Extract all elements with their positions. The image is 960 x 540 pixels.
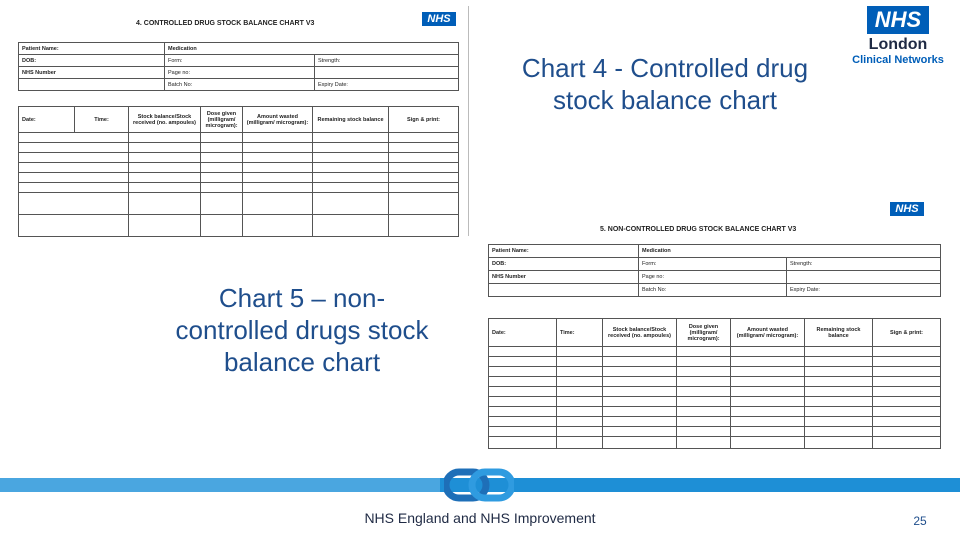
chart4-balance-table xyxy=(18,106,459,237)
form-label: Form: xyxy=(165,55,315,67)
chart5-nhs-badge: NHS xyxy=(890,202,924,216)
table-row xyxy=(489,397,941,407)
table-row xyxy=(489,347,941,357)
footer-org-text: NHS England and NHS Improvement xyxy=(364,510,596,526)
chart4-caption xyxy=(480,52,850,116)
batch-no-label: Batch No: xyxy=(639,284,787,297)
table-row xyxy=(19,133,459,143)
table-row xyxy=(489,417,941,427)
chart4-caption-line2: stock balance chart xyxy=(552,85,777,115)
column-header: Dose given (milligram/ microgram): xyxy=(201,107,243,133)
table-row xyxy=(489,407,941,417)
column-header: Amount wasted (milligram/ microgram): xyxy=(731,319,805,347)
nhs-number-label: NHS Number xyxy=(19,67,165,79)
medication-label: Medication xyxy=(165,43,459,55)
logo-london-text: London xyxy=(868,36,928,53)
patient-name-label: Patient Name: xyxy=(489,245,639,258)
form-label: Form: xyxy=(639,258,787,271)
column-header: Stock balance/Stock received (no. ampoules) xyxy=(129,107,201,133)
chain-link-icon xyxy=(444,468,514,502)
dob-label: DOB: xyxy=(19,55,165,67)
page-no-label: Page no: xyxy=(639,271,787,284)
table-row xyxy=(489,437,941,449)
table-row xyxy=(19,153,459,163)
column-header: Time: xyxy=(75,107,129,133)
table-row xyxy=(19,183,459,193)
column-header: Amount wasted (milligram/ microgram): xyxy=(243,107,313,133)
chart4-caption-line1: Chart 4 - Controlled drug xyxy=(521,53,809,83)
page-number: 25 xyxy=(913,514,927,528)
strength-label: Strength: xyxy=(315,55,459,67)
column-header: Stock balance/Stock received (no. ampoules) xyxy=(603,319,677,347)
column-header: Remaining stock balance xyxy=(313,107,389,133)
column-header: Date: xyxy=(19,107,75,133)
batch-no-label: Batch No: xyxy=(165,79,315,91)
chart5-caption xyxy=(120,282,484,378)
column-header: Date: xyxy=(489,319,557,347)
column-header: Remaining stock balance xyxy=(805,319,873,347)
nhs-london-logo xyxy=(846,6,950,72)
chart5-patient-table xyxy=(488,244,941,297)
table-row xyxy=(19,143,459,153)
chart4-patient-table xyxy=(18,42,459,91)
table-row xyxy=(489,377,941,387)
dob-label: DOB: xyxy=(489,258,639,271)
table-row xyxy=(19,193,459,215)
table-row xyxy=(489,427,941,437)
table-row xyxy=(19,215,459,237)
chart5-caption-line3: balance chart xyxy=(223,347,381,377)
nhs-number-label: NHS Number xyxy=(489,271,639,284)
column-header: Sign & print: xyxy=(389,107,459,133)
logo-networks-text: Clinical Networks xyxy=(852,54,944,66)
table-row xyxy=(19,173,459,183)
medication-label: Medication xyxy=(639,245,941,258)
column-header: Sign & print: xyxy=(873,319,941,347)
column-header: Dose given (milligram/ microgram): xyxy=(677,319,731,347)
chart5-caption-line2: controlled drugs stock xyxy=(175,315,429,345)
chart4-form-image xyxy=(14,6,462,236)
page-no-label: Page no: xyxy=(165,67,315,79)
chart5-balance-table xyxy=(488,318,941,449)
patient-name-label: Patient Name: xyxy=(19,43,165,55)
chart5-form-image xyxy=(484,196,944,454)
chart5-form-title: 5. NON-CONTROLLED DRUG STOCK BALANCE CHART V3 xyxy=(600,226,797,233)
nhs-logo-badge: NHS xyxy=(867,6,929,34)
chart4-form-title: 4. CONTROLLED DRUG STOCK BALANCE CHART V3 xyxy=(136,20,315,27)
chart4-nhs-badge: NHS xyxy=(422,12,456,26)
strength-label: Strength: xyxy=(787,258,941,271)
table-row xyxy=(19,163,459,173)
chart5-caption-line1: Chart 5 – non- xyxy=(218,283,386,313)
divider-line xyxy=(468,6,469,236)
expiry-label: Expiry Date: xyxy=(315,79,459,91)
expiry-label: Expiry Date: xyxy=(787,284,941,297)
table-row xyxy=(489,367,941,377)
table-row xyxy=(489,387,941,397)
table-row xyxy=(489,357,941,367)
column-header: Time: xyxy=(557,319,603,347)
